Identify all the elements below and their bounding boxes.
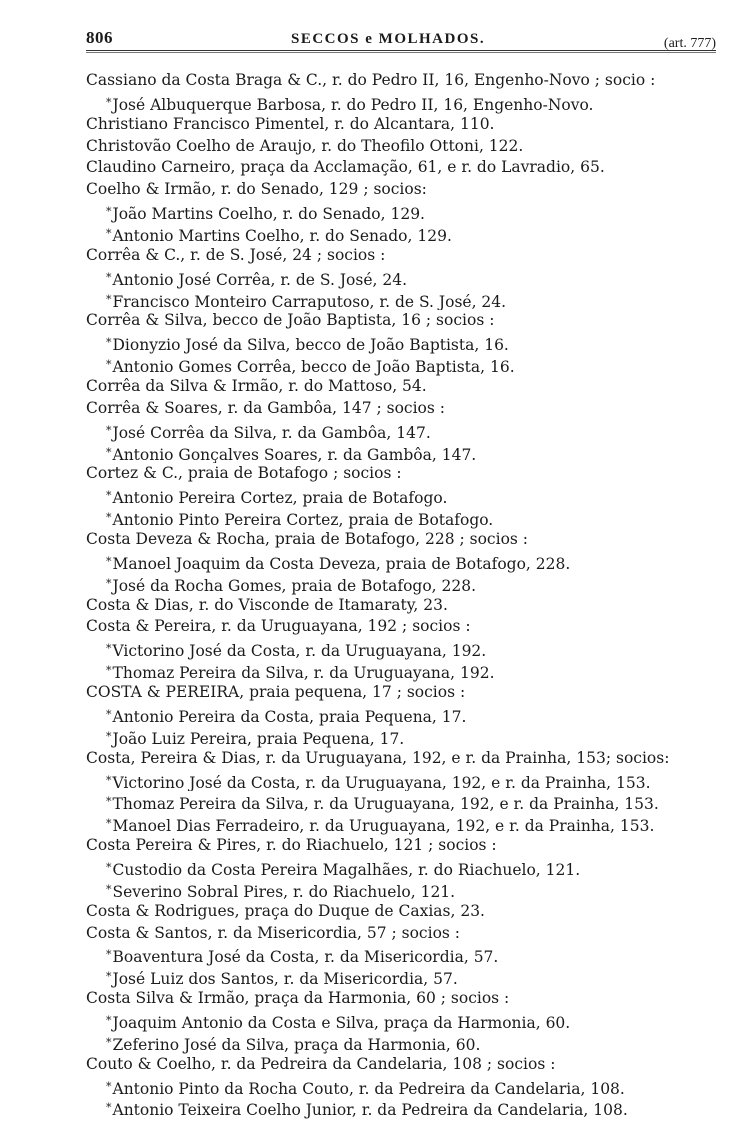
partner-marker: *: [106, 817, 112, 831]
partner-text: João Martins Coelho, r. do Senado, 129.: [112, 205, 425, 224]
partner-text: José Albuquerque Barbosa, r. do Pedro II, 16, Engenho-Novo.: [112, 95, 594, 114]
partner-marker: *: [106, 554, 112, 568]
partner-marker: *: [106, 773, 112, 787]
partner-marker: *: [106, 642, 112, 656]
firm-entry: [86, 682, 714, 704]
partner-text: Antonio Gonçalves Soares, r. da Gambôa, 147.: [112, 445, 477, 464]
partner-entry: [86, 223, 714, 245]
firm-text: Costa & Dias, r. do Visconde de Itamaraty, 23.: [86, 595, 448, 614]
partner-entry: [86, 1097, 714, 1119]
firm-text: Claudino Carneiro, praça da Acclamação, 61, e r. do Lavradio, 65.: [86, 158, 605, 177]
partner-marker: *: [106, 1035, 112, 1049]
partner-entry: [86, 92, 714, 114]
partner-entry: [86, 966, 714, 988]
partner-text: José Corrêa da Silva, r. da Gambôa, 147.: [112, 423, 431, 442]
partner-text: Boaventura José da Costa, r. da Misericordia, 57.: [112, 948, 499, 967]
firm-entry: [86, 529, 714, 551]
partner-text: Victorino José da Costa, r. da Uruguayana, 192.: [112, 642, 487, 661]
partner-marker: *: [106, 729, 112, 743]
partner-text: Francisco Monteiro Carraputoso, r. de S. José, 24.: [112, 292, 507, 311]
partner-text: Joaquim Antonio da Costa e Silva, praça da Harmonia, 60.: [112, 1013, 571, 1032]
partner-entry: [86, 201, 714, 223]
firm-entry: [86, 748, 714, 770]
partner-marker: *: [106, 664, 112, 678]
partner-marker: *: [106, 882, 112, 896]
partner-text: Antonio Martins Coelho, r. do Senado, 129.: [112, 227, 452, 245]
partner-text: Manoel Dias Ferradeiro, r. da Uruguayana, 192, e r. da Prainha, 153.: [112, 817, 655, 836]
firm-entry: [86, 923, 714, 945]
partner-entry: [86, 660, 714, 682]
partner-marker: *: [106, 860, 112, 874]
firm-text: COSTA & PEREIRA, praia pequena, 17 ; socios :: [86, 683, 466, 702]
firm-text: Cortez & C., praia de Botafogo ; socios :: [86, 464, 402, 483]
partner-text: Antonio Pereira da Costa, praia Pequena, 17.: [112, 707, 467, 726]
partner-text: Thomaz Pereira da Silva, r. da Uruguayana, 192.: [112, 664, 495, 683]
firm-entry: [86, 595, 714, 617]
firm-entry: [86, 376, 714, 398]
partner-marker: *: [106, 1079, 112, 1093]
directory-entries: [86, 70, 714, 1119]
firm-text: Cassiano da Costa Braga & C., r. do Pedro II, 16, Engenho-Novo ; socio :: [86, 71, 656, 89]
firm-text: Costa Pereira & Pires, r. do Riachuelo, 121 ; socios :: [86, 836, 497, 855]
partner-entry: [86, 354, 714, 376]
partner-text: João Luiz Pereira, praia Pequena, 17.: [112, 729, 405, 748]
partner-entry: [86, 1010, 714, 1032]
header-rule: [86, 50, 716, 51]
firm-entry: [86, 179, 714, 201]
partner-text: José Luiz dos Santos, r. da Misericordia, 57.: [112, 970, 458, 989]
firm-text: Corrêa & Soares, r. da Gambôa, 147 ; socios :: [86, 398, 445, 417]
firm-text: Corrêa & C., r. de S. José, 24 ; socios :: [86, 245, 386, 264]
partner-entry: [86, 638, 714, 660]
partner-marker: *: [106, 445, 112, 459]
partner-entry: [86, 944, 714, 966]
partner-text: Custodio da Costa Pereira Magalhães, r. do Riachuelo, 121.: [112, 860, 581, 879]
firm-text: Corrêa & Silva, becco de João Baptista, 16 ; socios :: [86, 311, 495, 330]
partner-marker: *: [106, 948, 112, 962]
partner-text: Zeferino José da Silva, praça da Harmonia, 60.: [112, 1035, 481, 1054]
partner-marker: *: [106, 795, 112, 809]
partner-entry: [86, 420, 714, 442]
firm-text: Costa, Pereira & Dias, r. da Uruguayana, 192, e r. da Prainha, 153; socios:: [86, 748, 670, 767]
partner-marker: *: [106, 970, 112, 984]
firm-entry: [86, 988, 714, 1010]
partner-entry: [86, 813, 714, 835]
firm-text: Corrêa da Silva & Irmão, r. do Mattoso, 54.: [86, 377, 427, 396]
firm-entry: [86, 1054, 714, 1076]
partner-entry: [86, 289, 714, 311]
partner-text: Antonio Gomes Corrêa, becco de João Baptista, 16.: [112, 358, 515, 377]
partner-entry: [86, 573, 714, 595]
header-rule-secondary: [86, 52, 716, 53]
partner-marker: *: [106, 205, 112, 219]
firm-entry: [86, 157, 714, 179]
partner-marker: *: [106, 227, 112, 241]
partner-text: Manoel Joaquim da Costa Deveza, praia de Botafogo, 228.: [112, 554, 571, 573]
firm-text: Coelho & Irmão, r. do Senado, 129 ; socios:: [86, 180, 427, 199]
partner-entry: [86, 1076, 714, 1098]
firm-entry: [86, 310, 714, 332]
partner-text: Antonio Pinto Pereira Cortez, praia de Botafogo.: [112, 511, 494, 530]
firm-text: Costa & Santos, r. da Misericordia, 57 ; socios :: [86, 923, 461, 942]
page-number: 806: [86, 28, 113, 47]
partner-marker: *: [106, 707, 112, 721]
partner-entry: [86, 857, 714, 879]
firm-text: Costa & Pereira, r. da Uruguayana, 192 ; socios :: [86, 617, 471, 636]
partner-marker: *: [106, 1101, 112, 1115]
firm-entry: [86, 901, 714, 923]
firm-entry: [86, 114, 714, 136]
firm-text: Costa Silva & Irmão, praça da Harmonia, 60 ; socios :: [86, 989, 510, 1008]
partner-text: Thomaz Pereira da Silva, r. da Uruguayana, 192, e r. da Prainha, 153.: [112, 795, 659, 814]
firm-text: Costa Deveza & Rocha, praia de Botafogo, 228 ; socios :: [86, 530, 528, 549]
partner-entry: [86, 770, 714, 792]
partner-marker: *: [106, 489, 112, 503]
partner-text: Victorino José da Costa, r. da Uruguayana, 192, e r. da Prainha, 153.: [112, 773, 651, 792]
firm-entry: [86, 245, 714, 267]
firm-entry: [86, 616, 714, 638]
page-header: [86, 26, 716, 50]
firm-entry: [86, 70, 714, 92]
partner-text: Antonio Pereira Cortez, praia de Botafogo.: [112, 489, 448, 508]
partner-entry: [86, 507, 714, 529]
partner-text: Antonio Teixeira Coelho Junior, r. da Pedreira da Candelaria, 108.: [112, 1101, 628, 1120]
partner-marker: *: [106, 576, 112, 590]
firm-text: Costa & Rodrigues, praça do Duque de Caxias, 23.: [86, 901, 485, 920]
firm-entry: [86, 136, 714, 158]
partner-marker: *: [106, 511, 112, 525]
running-title: SECCOS e MOLHADOS.: [291, 31, 486, 47]
partner-marker: *: [106, 358, 112, 372]
partner-entry: [86, 551, 714, 573]
partner-entry: [86, 879, 714, 901]
firm-entry: [86, 463, 714, 485]
partner-entry: [86, 726, 714, 748]
partner-text: Antonio José Corrêa, r. de S. José, 24.: [112, 270, 407, 289]
partner-entry: [86, 442, 714, 464]
partner-entry: [86, 267, 714, 289]
partner-marker: *: [106, 1013, 112, 1027]
partner-entry: [86, 332, 714, 354]
partner-text: Antonio Pinto da Rocha Couto, r. da Pedreira da Candelaria, 108.: [112, 1079, 625, 1098]
article-reference: (art. 777): [663, 36, 716, 51]
partner-entry: [86, 1032, 714, 1054]
partner-marker: *: [106, 270, 112, 284]
partner-marker: *: [106, 95, 112, 109]
partner-text: Dionyzio José da Silva, becco de João Baptista, 16.: [112, 336, 509, 355]
firm-text: Couto & Coelho, r. da Pedreira da Candelaria, 108 ; socios :: [86, 1054, 556, 1073]
partner-marker: *: [106, 423, 112, 437]
partner-entry: [86, 791, 714, 813]
partner-marker: *: [106, 336, 112, 350]
firm-text: Christovão Coelho de Araujo, r. do Theofilo Ottoni, 122.: [86, 136, 524, 155]
partner-marker: *: [106, 292, 112, 306]
firm-entry: [86, 835, 714, 857]
partner-entry: [86, 704, 714, 726]
firm-text: Christiano Francisco Pimentel, r. do Alcantara, 110.: [86, 114, 495, 133]
partner-entry: [86, 485, 714, 507]
partner-text: Severino Sobral Pires, r. do Riachuelo, 121.: [112, 882, 456, 901]
partner-text: José da Rocha Gomes, praia de Botafogo, 228.: [112, 576, 477, 595]
firm-entry: [86, 398, 714, 420]
